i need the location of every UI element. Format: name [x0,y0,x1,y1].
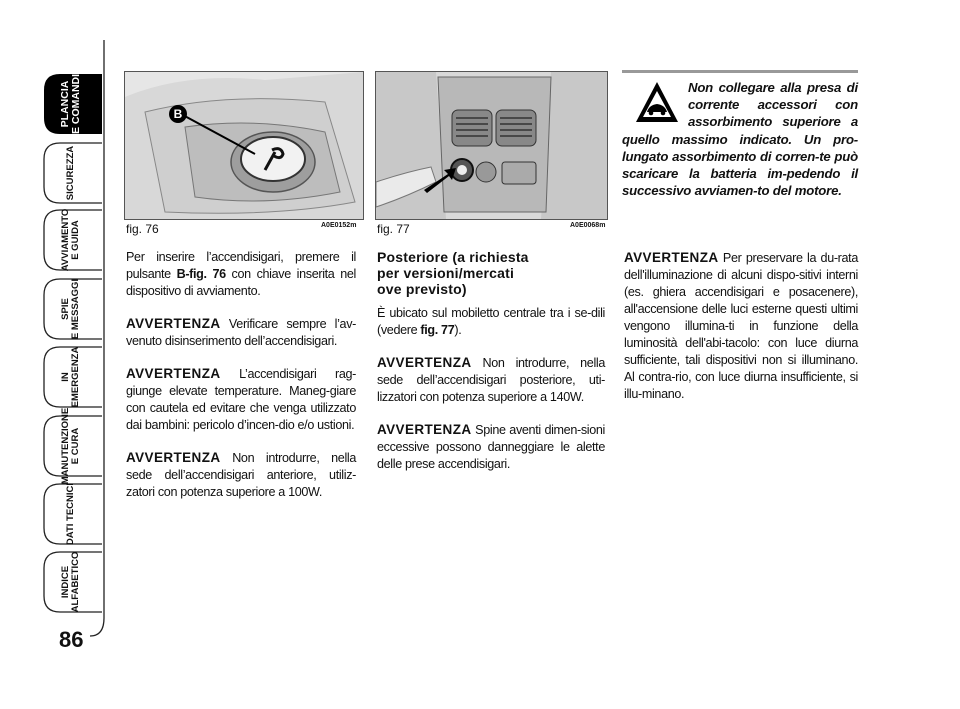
cigarette-lighter-drawing [125,72,363,219]
text: con chiave inserita nel dispositivo di avviamento. [126,267,356,298]
warning-paragraph-1 [377,354,605,406]
tab-label: PLANCIA E COMANDI [59,73,82,135]
battery-warning-text [622,79,858,199]
text: Spine aventi dimen-sioni eccessive possono danneggiare le alette delle prese accendisigari. [377,423,605,471]
figure-reference: fig. 77 [420,323,455,337]
warning-keyword: AVVERTENZA [377,355,472,370]
tab-label: SPIE E MESSAGGI [60,278,81,340]
page-number: 86 [59,627,84,652]
text: È ubicato sul mobiletto centrale tra i se-dili (vedere [377,306,605,337]
text: Per preservare la du-rata dell'illuminazione di alcuni dispo-sitivi interni (es. ghiera accendisigari e posacenere), all'accensione delle luci esterne questi ultimi vengono illumina-ti in funzione della luminosità dell'abi-tacolo: con luce diurna sufficiente, tali dispositivi non si illuminano. Al contra-rio, con luce diurna insufficiente, si illu-minano. [624,251,858,401]
tab-label: IN EMERGENZA [60,346,81,408]
tab-indice-alfabetico[interactable] [40,550,102,614]
tab-sicurezza[interactable] [40,141,102,205]
column-illumination-note [624,249,858,418]
text: Verificare sempre l’av-venuto disinserimento dell’accendisigari. [126,317,356,348]
warning-keyword: AVVERTENZA [126,366,221,381]
warning-keyword: AVVERTENZA [377,422,472,437]
tab-manutenzione-e-cura[interactable] [40,407,102,485]
figure-76-caption: fig. 76 [126,222,159,236]
paragraph-insert-lighter [126,249,356,300]
figure-76-image [124,71,364,220]
text: Non collegare alla presa di corrente accessori con assorbimento superiore a quello massimo indicato. Un pro-lungato assorbimento di corren-te può scaricare la batteria im-pedendo il successivo avviamen-to del motore. [622,80,858,199]
warning-keyword: AVVERTENZA [126,450,221,465]
figure-77-caption: fig. 77 [377,222,410,236]
figure-77-image [375,71,608,220]
tab-label: INDICE ALFABETICO [60,551,81,613]
warning-paragraph-1 [126,315,356,350]
column-front-lighter [126,249,356,516]
tab-plancia-e-comandi[interactable] [40,72,102,136]
warning-triangle-icon [634,79,680,125]
text: ). [454,323,462,337]
text: Non introdurre, nella sede dell’accendisigari anteriore, utiliz-zatori con potenza superiore a 100W. [126,451,356,499]
tab-in-emergenza[interactable] [40,345,102,409]
section-heading: Posteriore (a richiesta per versioni/mercati ove previsto) [377,249,529,297]
warning-paragraph-illumination [624,249,858,403]
tab-label: AVVIAMENTO E GUIDA [60,208,81,272]
column-rear-lighter [377,249,605,488]
figure-76-code: A0E0152m [321,222,357,229]
tab-label: SICUREZZA [65,145,76,201]
text: Per inserire l’accendisigari, premere il pulsante [126,250,356,281]
chapter-sidebar [0,0,112,709]
warning-keyword: AVVERTENZA [624,250,719,265]
marker-b: B [169,105,187,123]
text: Non introdurre, nella sede dell’accendisigari posteriore, uti-lizzatori con potenza superiore a 140W. [377,356,605,404]
paragraph-location [377,305,605,339]
warning-paragraph-2 [377,421,605,473]
tab-dati-tecnici[interactable] [40,482,102,546]
tab-label: MANUTENZIONE E CURA [60,407,81,485]
rear-console-drawing [376,72,607,219]
warning-keyword: AVVERTENZA [126,316,221,331]
tab-avviamento-e-guida[interactable] [40,208,102,272]
warning-paragraph-2 [126,365,356,434]
battery-warning-box [622,70,858,199]
warning-paragraph-3 [126,449,356,501]
figure-reference: B-fig. 76 [176,267,226,281]
tab-spie-e-messaggi[interactable] [40,277,102,341]
text: L’accendisigari rag-giunge elevate temperature. Maneg-giare con cautela ed evitare che venga utilizzato dai bambini: pericolo d’incen-dio e/o ustioni. [126,367,356,432]
tab-label: DATI TECNICI [65,482,76,546]
figure-77-code: A0E0068m [570,222,606,229]
